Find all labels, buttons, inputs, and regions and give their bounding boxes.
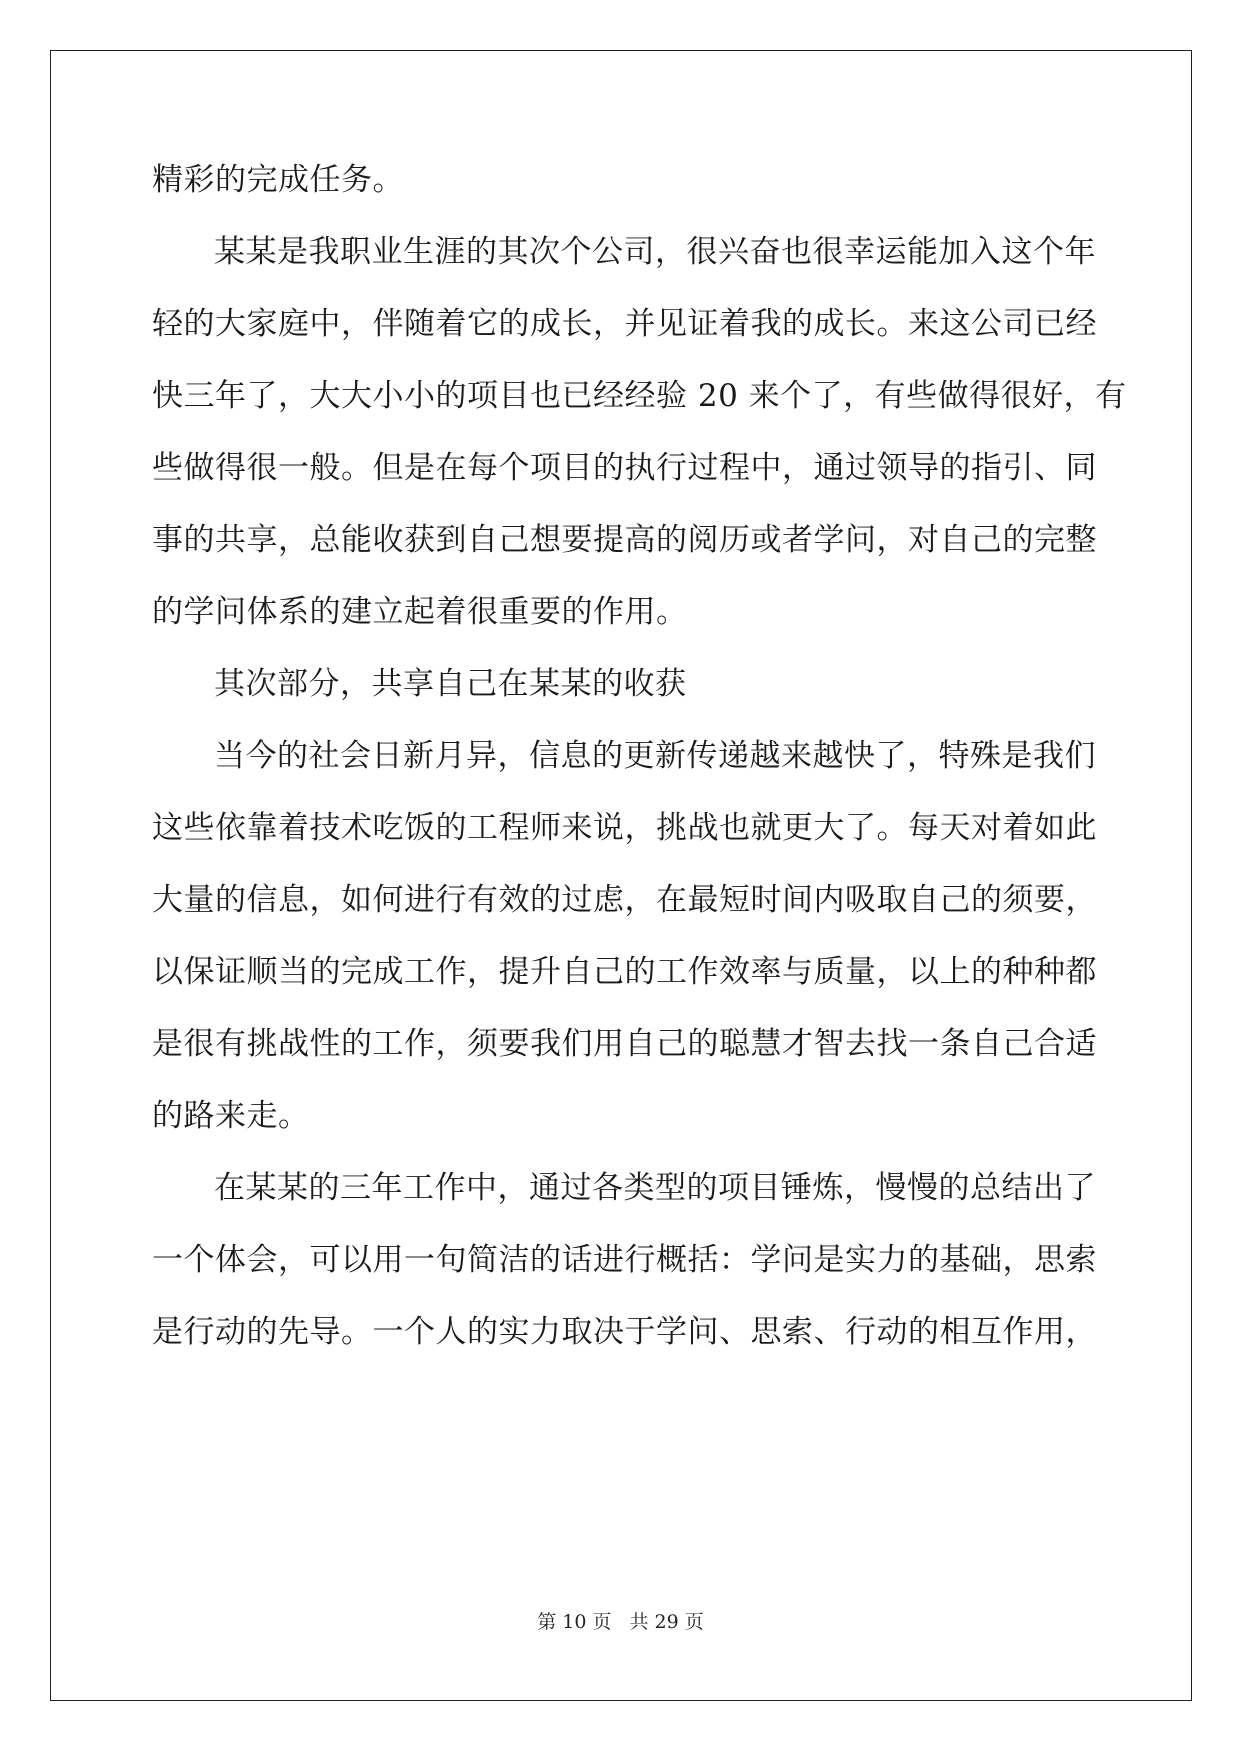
page-total: 共 29 页 — [629, 1611, 704, 1633]
text-line: 在某某的三年工作中，通过各类型的项目锤炼，慢慢的总结出了 — [214, 1170, 1096, 1206]
section-heading: 其次部分，共享自己在某某的收获 — [214, 666, 687, 702]
text-line: 精彩的完成任务。 — [152, 162, 404, 198]
text-line: 快三年了，大大小小的项目也已经经验 20 来个了，有些做得很好，有 — [152, 378, 1127, 414]
text-line: 以保证顺当的完成工作，提升自己的工作效率与质量，以上的种种都 — [152, 954, 1097, 990]
text-line: 事的共享，总能收获到自己想要提高的阅历或者学问，对自己的完整 — [152, 522, 1097, 558]
text-line: 大量的信息，如何进行有效的过虑，在最短时间内吸取自己的须要， — [152, 882, 1097, 918]
page-number: 第 10 页 — [537, 1611, 612, 1633]
page-footer — [0, 1610, 1241, 1634]
text-line: 是行动的先导。一个人的实力取决于学问、思索、行动的相互作用， — [152, 1314, 1097, 1350]
text-line: 当今的社会日新月异，信息的更新传递越来越快了，特殊是我们 — [214, 738, 1096, 774]
page-border — [50, 50, 1192, 1701]
text-line: 的路来走。 — [152, 1098, 310, 1134]
text-line: 轻的大家庭中，伴随着它的成长，并见证着我的成长。来这公司已经 — [152, 306, 1097, 342]
text-line: 某某是我职业生涯的其次个公司，很兴奋也很幸运能加入这个年 — [214, 234, 1096, 270]
text-line: 些做得很一般。但是在每个项目的执行过程中，通过领导的指引、同 — [152, 450, 1097, 486]
text-line: 的学问体系的建立起着很重要的作用。 — [152, 594, 688, 630]
text-line: 是很有挑战性的工作，须要我们用自己的聪慧才智去找一条自己合适 — [152, 1026, 1097, 1062]
text-line: 这些依靠着技术吃饭的工程师来说，挑战也就更大了。每天对着如此 — [152, 810, 1097, 846]
text-line: 一个体会，可以用一句简洁的话进行概括：学问是实力的基础，思索 — [152, 1242, 1097, 1278]
